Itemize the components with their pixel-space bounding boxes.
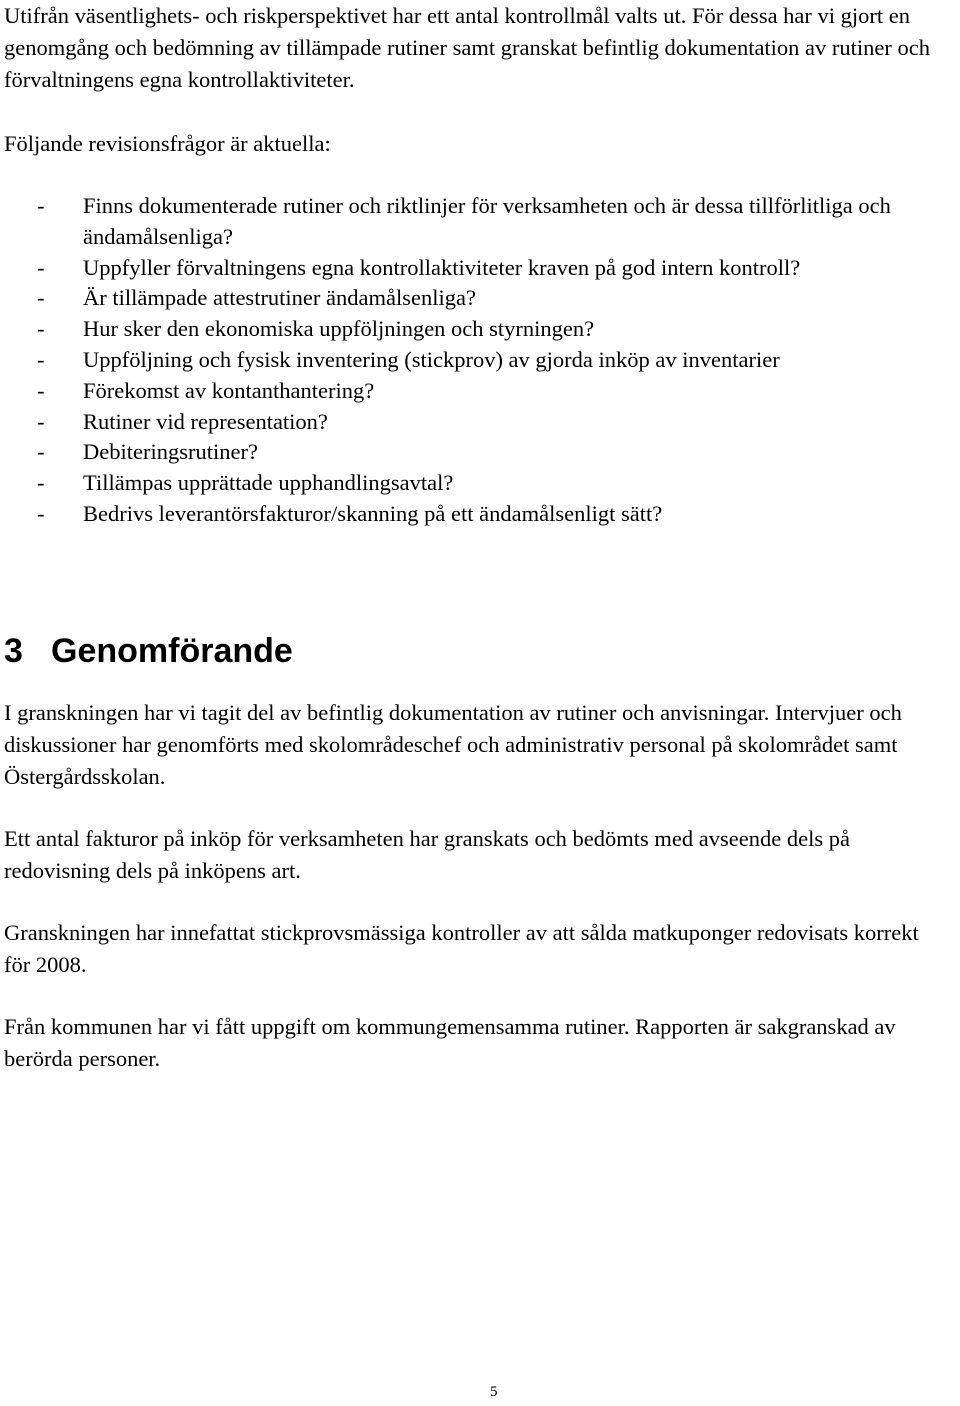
list-item-text: Debiteringsrutiner?	[83, 439, 258, 465]
dash-bullet: -	[37, 408, 45, 434]
body-paragraph: Från kommunen har vi fått uppgift om kommungemensamma rutiner. Rapporten är sakgranskad av berörda personer.	[4, 1013, 896, 1071]
dash-bullet: -	[37, 316, 45, 342]
intro-paragraph: Utifrån väsentlighets- och riskperspektivet har ett antal kontrollmål valts ut. För dessa har vi gjort en genomgång och bedömning av tillämpade rutiner samt granskat befintlig dokumentation av rutiner och förvaltningens egna kontrollaktiviteter.	[4, 3, 931, 92]
dash-bullet: -	[37, 470, 45, 496]
list-item	[4, 345, 944, 376]
dash-bullet: -	[37, 439, 45, 465]
body-paragraph: Ett antal fakturor på inköp för verksamheten har granskats och bedömts med avseende dels på redovisning dels på inköpens art.	[4, 825, 850, 883]
dash-bullet: -	[37, 377, 45, 403]
list-item	[4, 283, 944, 314]
questions-lead: Följande revisionsfrågor är aktuella:	[4, 131, 331, 156]
body-paragraph: I granskningen har vi tagit del av befintlig dokumentation av rutiner och anvisningar. Intervjuer och diskussioner har genomförts med skolområdeschef och administrativ personal på skolområdet samt Östergårdsskolan.	[4, 699, 902, 789]
list-item-text: Finns dokumenterade rutiner och riktlinjer för verksamheten och är dessa tillförlitliga och ändamålsenliga?	[83, 193, 891, 249]
list-item-text: Förekomst av kontanthantering?	[83, 377, 375, 403]
dash-bullet: -	[37, 285, 45, 311]
list-item	[4, 437, 944, 468]
dash-bullet: -	[37, 254, 45, 280]
dash-bullet: -	[37, 500, 45, 526]
dash-bullet: -	[37, 346, 45, 372]
list-item	[4, 468, 944, 499]
section-title: Genomförande	[51, 631, 293, 670]
list-item-text: Är tillämpade attestrutiner ändamålsenliga?	[83, 285, 476, 311]
list-item	[4, 376, 944, 407]
section-heading	[4, 631, 944, 671]
section-number: 3	[4, 631, 23, 670]
document-page	[4, 0, 944, 1075]
list-item	[4, 407, 944, 438]
list-item-text: Uppföljning och fysisk inventering (stickprov) av gjorda inköp av inventarier	[83, 346, 780, 372]
list-item-text: Hur sker den ekonomiska uppföljningen och styrningen?	[83, 316, 595, 342]
page-number: 5	[490, 1384, 498, 1400]
dash-bullet: -	[37, 193, 45, 218]
list-item	[4, 191, 944, 253]
list-item-text: Rutiner vid representation?	[83, 408, 328, 434]
body-paragraph: Granskningen har innefattat stickprovsmässiga kontroller av att sålda matkuponger redovisats korrekt för 2008.	[4, 919, 919, 977]
list-item-text: Bedrivs leverantörsfakturor/skanning på ett ändamålsenligt sätt?	[83, 500, 663, 526]
list-item	[4, 499, 944, 530]
list-item-text: Tillämpas upprättade upphandlingsavtal?	[83, 470, 454, 496]
list-item	[4, 253, 944, 284]
list-item	[4, 314, 944, 345]
revision-questions-list	[4, 191, 944, 530]
list-item-text: Uppfyller förvaltningens egna kontrollaktiviteter kraven på god intern kontroll?	[83, 254, 801, 280]
